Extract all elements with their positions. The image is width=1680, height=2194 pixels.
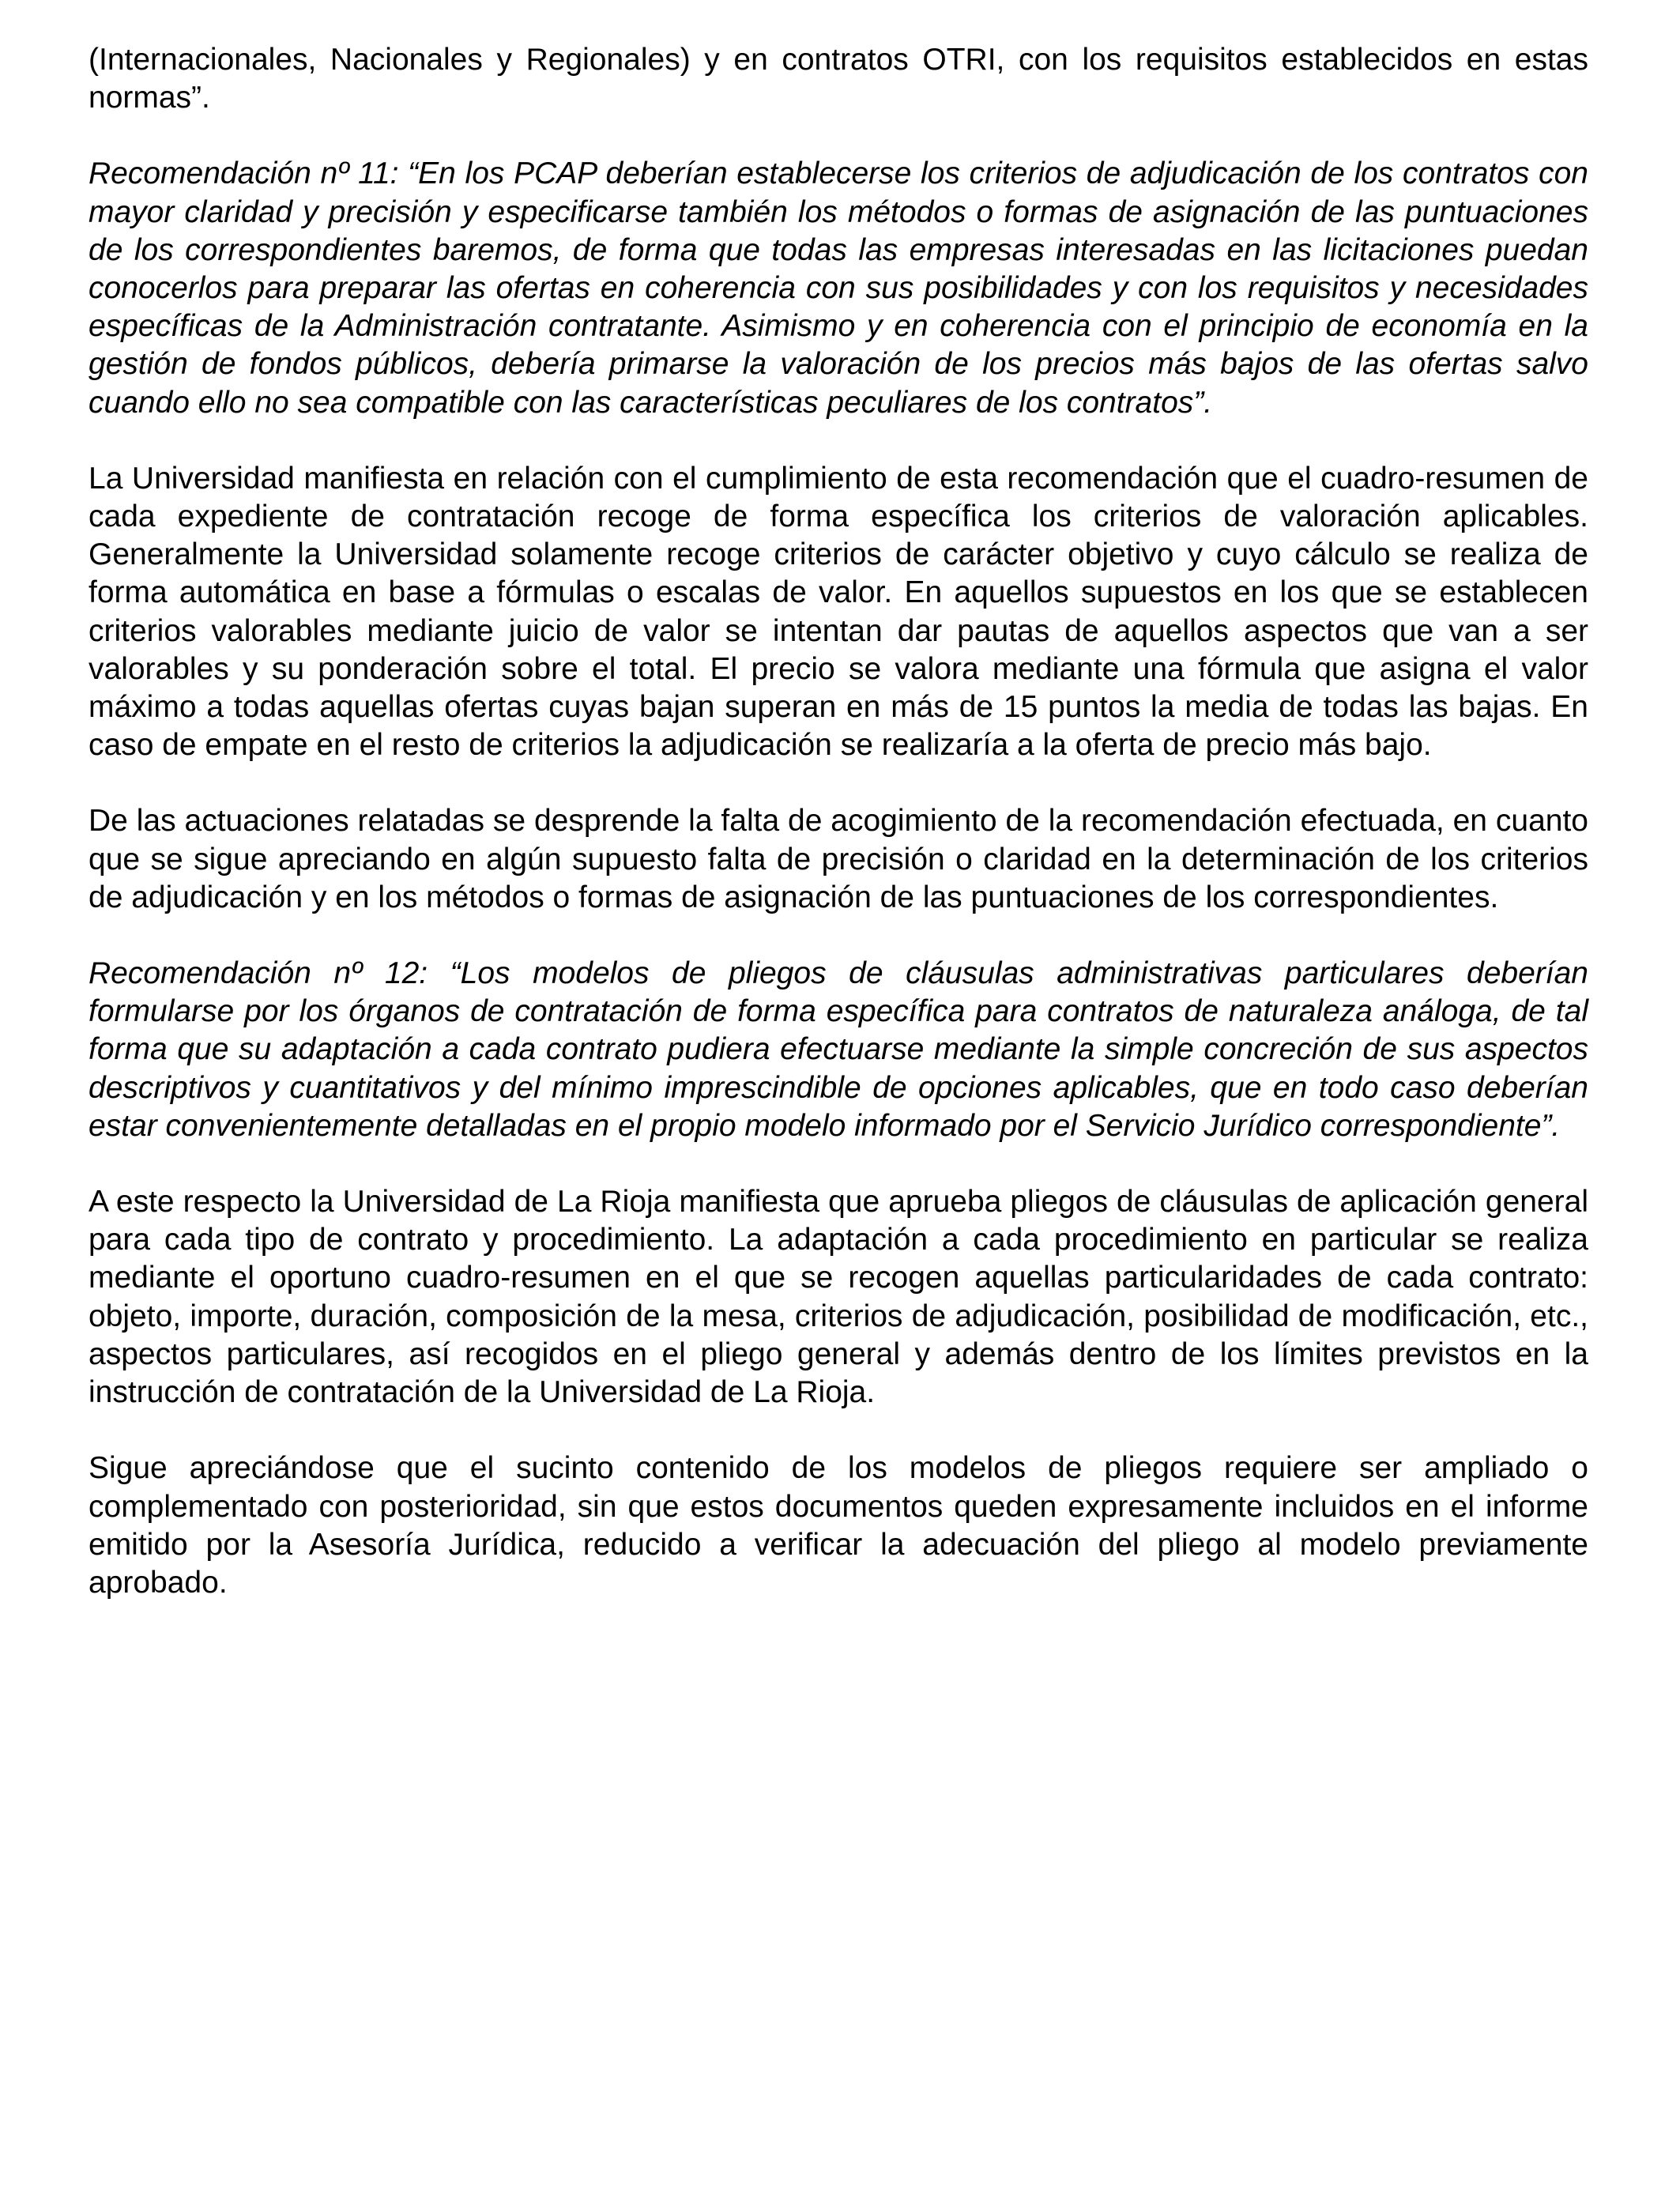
university-response-11: La Universidad manifiesta en relación con el cumplimiento de esta recomendación que el cuadro-resumen de cada expediente de contratación recoge de forma específica los criterios de valoración aplicables. Generalmente la Universidad solamente recoge criterios de carácter objetivo y cuyo cálculo se realiza de forma automática en base a fórmulas o escalas de valor. En aquellos supuestos en los que se establecen criterios valorables mediante juicio de valor se intentan dar pautas de aquellos aspectos que van a ser valorables y su ponderación sobre el total. El precio se valora mediante una fórmula que asigna el valor máximo a todas aquellas ofertas cuyas bajan superan en más de 15 puntos la media de todas las bajas. En caso de empate en el resto de criterios la adjudicación se realizaría a la oferta de precio más bajo. xyxy=(89,461,1588,763)
university-response-12: A este respecto la Universidad de La Rioja manifiesta que aprueba pliegos de cláusulas de aplicación general para cada tipo de contrato y procedimiento. La adaptación a cada procedimiento en particular se realiza mediante el oportuno cuadro-resumen en el que se recogen aquellas particularidades de cada contrato: objeto, importe, duración, composición de la mesa, criterios de adjudicación, posibilidad de modificación, etc., aspectos particulares, así recogidos en el pliego general y además dentro de los límites previstos en la instrucción de contratación de la Universidad de La Rioja. xyxy=(89,1185,1588,1410)
recommendation-12-quote: Recomendación nº 12: “Los modelos de pliegos de cláusulas administrativas particulares deberían formularse por los órganos de contratación de forma específica para contratos de naturaleza análoga, de tal forma que su adaptación a cada contrato pudiera efectuarse mediante la simple concreción de sus aspectos descriptivos y cuantitativos y del mínimo imprescindible de opciones aplicables, que en todo caso deberían estar convenientemente detalladas en el propio modelo informado por el Servicio Jurídico correspondiente”. xyxy=(89,956,1588,1143)
recommendation-11-quote: Recomendación nº 11: “En los PCAP deberían establecerse los criterios de adjudicación de los contratos con mayor claridad y precisión y especificarse también los métodos o formas de asignación de las puntuaciones de los correspondientes baremos, de forma que todas las empresas interesadas en las licitaciones puedan conocerlos para preparar las ofertas en coherencia con sus posibilidades y con los requisitos y necesidades específicas de la Administración contratante. Asimismo y en coherencia con el principio de economía en la gestión de fondos públicos, debería primarse la valoración de los precios más bajos de las ofertas salvo cuando ello no sea compatible con las características peculiares de los contratos”. xyxy=(89,156,1588,420)
assessment-11: De las actuaciones relatadas se desprende la falta de acogimiento de la recomendación efectuada, en cuanto que se sigue apreciando en algún supuesto falta de precisión o claridad en la determinación de los criterios de adjudicación y en los métodos o formas de asignación de las puntuaciones de los correspondientes. xyxy=(89,804,1588,914)
assessment-12: Sigue apreciándose que el sucinto contenido de los modelos de pliegos requiere ser ampliado o complementado con posterioridad, sin que estos documentos queden expresamente incluidos en el informe emitido por la Asesoría Jurídica, reducido a verificar la adecuación del pliego al modelo previamente aprobado. xyxy=(89,1451,1588,1600)
paragraph-continuation: (Internacionales, Nacionales y Regionales) y en contratos OTRI, con los requisitos establecidos en estas normas”. xyxy=(89,43,1588,115)
document-page xyxy=(89,41,1588,1640)
